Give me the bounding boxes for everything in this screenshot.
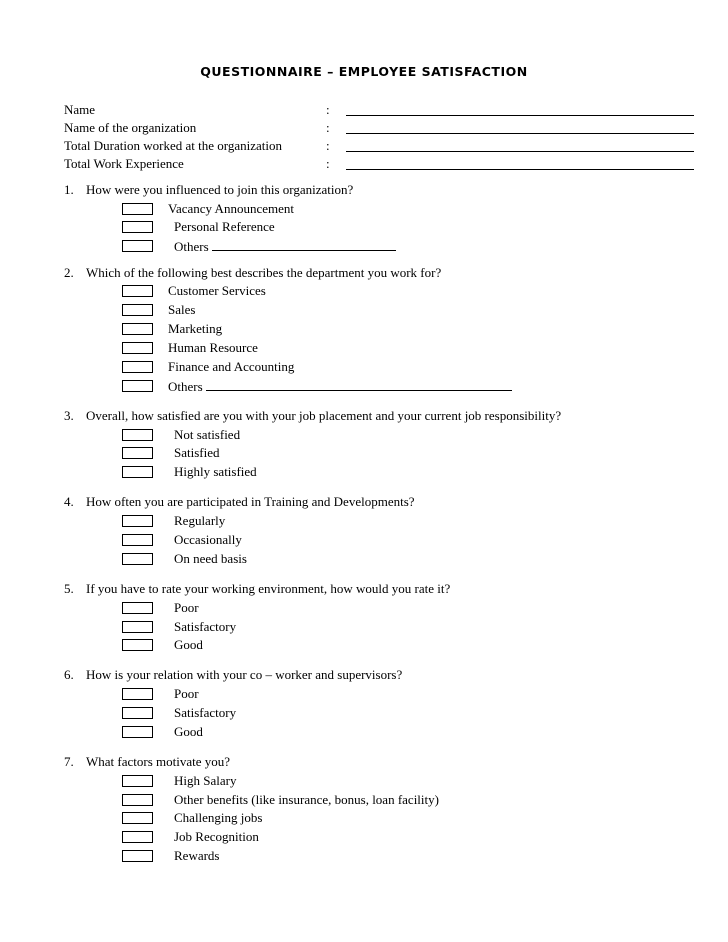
- q6-option-good[interactable]: [122, 726, 622, 740]
- option-label: Human Resource: [168, 340, 258, 355]
- question-text: Overall, how satisfied are you with your job placement and your current job responsibility?: [86, 408, 562, 423]
- checkbox[interactable]: [122, 466, 153, 478]
- q7-option-job-recognition[interactable]: [122, 831, 622, 845]
- question-number: 3.: [64, 408, 74, 423]
- q7-option-other-benefits[interactable]: [122, 794, 622, 808]
- option-label: Highly satisfied: [174, 464, 257, 479]
- q2-option-finance[interactable]: [122, 361, 622, 375]
- option-label: Not satisfied: [174, 427, 241, 442]
- q5-option-satisfactory[interactable]: [122, 621, 622, 635]
- checkbox[interactable]: [122, 553, 153, 565]
- q2-option-customer-services[interactable]: [122, 285, 622, 299]
- field-label: Total Work Experience: [64, 156, 184, 171]
- checkbox[interactable]: [122, 380, 153, 392]
- option-label: Others: [174, 239, 209, 254]
- checkbox[interactable]: [122, 203, 153, 215]
- experience-input-line[interactable]: [346, 169, 694, 170]
- option-label: Other benefits (like insurance, bonus, loan facility): [174, 792, 439, 807]
- question-text: How often you are participated in Training and Developments?: [86, 494, 415, 509]
- checkbox[interactable]: [122, 221, 153, 233]
- field-label: Name of the organization: [64, 120, 197, 135]
- checkbox[interactable]: [122, 447, 153, 459]
- checkbox[interactable]: [122, 621, 153, 633]
- name-field[interactable]: [64, 103, 694, 120]
- checkbox[interactable]: [122, 361, 153, 373]
- field-colon: :: [326, 102, 330, 117]
- option-label: Satisfactory: [174, 705, 237, 720]
- option-label: Challenging jobs: [174, 810, 263, 825]
- question-number: 6.: [64, 667, 74, 682]
- question-5: [64, 582, 450, 595]
- question-number: 7.: [64, 754, 74, 769]
- q2-option-marketing[interactable]: [122, 323, 622, 337]
- q5-option-poor[interactable]: [122, 602, 622, 616]
- q5-option-good[interactable]: [122, 639, 622, 653]
- option-label: Vacancy Announcement: [168, 201, 294, 216]
- question-1: [64, 183, 353, 196]
- q4-option-occasionally[interactable]: [122, 534, 622, 548]
- option-label: Marketing: [168, 321, 223, 336]
- option-label: Sales: [168, 302, 196, 317]
- field-colon: :: [326, 120, 330, 135]
- duration-field[interactable]: [64, 139, 694, 156]
- others-input-line[interactable]: [212, 239, 396, 251]
- q4-option-on-need-basis[interactable]: [122, 553, 622, 567]
- checkbox[interactable]: [122, 775, 153, 787]
- option-label: Good: [174, 637, 203, 652]
- experience-field[interactable]: [64, 157, 694, 174]
- checkbox[interactable]: [122, 639, 153, 651]
- option-label: High Salary: [174, 773, 237, 788]
- option-label: Poor: [174, 686, 199, 701]
- option-label: Occasionally: [174, 532, 242, 547]
- field-colon: :: [326, 138, 330, 153]
- checkbox[interactable]: [122, 688, 153, 700]
- question-6: [64, 668, 402, 681]
- q7-option-rewards[interactable]: [122, 850, 622, 864]
- checkbox[interactable]: [122, 831, 153, 843]
- duration-input-line[interactable]: [346, 151, 694, 152]
- q2-option-others[interactable]: [122, 380, 622, 394]
- option-label: On need basis: [174, 551, 247, 566]
- option-label: Job Recognition: [174, 829, 259, 844]
- q6-option-poor[interactable]: [122, 688, 622, 702]
- question-text: If you have to rate your working environment, how would you rate it?: [86, 581, 451, 596]
- question-text: What factors motivate you?: [86, 754, 231, 769]
- checkbox[interactable]: [122, 304, 153, 316]
- others-input-line[interactable]: [206, 379, 512, 391]
- option-label: Regularly: [174, 513, 226, 528]
- q7-option-challenging-jobs[interactable]: [122, 812, 622, 826]
- question-number: 5.: [64, 581, 74, 596]
- question-2: [64, 266, 441, 279]
- option-label: Personal Reference: [174, 219, 275, 234]
- option-label-wrap: [174, 239, 396, 253]
- question-text: Which of the following best describes the department you work for?: [86, 265, 442, 280]
- field-colon: :: [326, 156, 330, 171]
- q7-option-high-salary[interactable]: [122, 775, 622, 789]
- q2-option-human-resource[interactable]: [122, 342, 622, 356]
- question-4: [64, 495, 415, 508]
- checkbox[interactable]: [122, 285, 153, 297]
- organization-input-line[interactable]: [346, 133, 694, 134]
- question-number: 2.: [64, 265, 74, 280]
- q4-option-regularly[interactable]: [122, 515, 622, 529]
- option-label: Finance and Accounting: [168, 359, 295, 374]
- q1-option-vacancy[interactable]: [122, 203, 622, 217]
- name-input-line[interactable]: [346, 115, 694, 116]
- checkbox[interactable]: [122, 240, 153, 252]
- checkbox[interactable]: [122, 429, 153, 441]
- option-label-wrap: [168, 379, 512, 393]
- q1-option-reference[interactable]: [122, 221, 622, 235]
- checkbox[interactable]: [122, 323, 153, 335]
- option-label: Others: [168, 379, 203, 394]
- question-3: [64, 409, 561, 422]
- checkbox[interactable]: [122, 850, 153, 862]
- checkbox[interactable]: [122, 794, 153, 806]
- question-number: 1.: [64, 182, 74, 197]
- option-label: Customer Services: [168, 283, 266, 298]
- checkbox[interactable]: [122, 534, 153, 546]
- checkbox[interactable]: [122, 726, 153, 738]
- q2-option-sales[interactable]: [122, 304, 622, 318]
- checkbox[interactable]: [122, 812, 153, 824]
- checkbox[interactable]: [122, 602, 153, 614]
- field-label: Total Duration worked at the organization: [64, 138, 282, 153]
- q1-option-others[interactable]: [122, 240, 622, 254]
- checkbox[interactable]: [122, 342, 153, 354]
- page-title: QUESTIONNAIRE – EMPLOYEE SATISFACTION: [200, 64, 528, 79]
- question-number: 4.: [64, 494, 74, 509]
- q3-option-satisfied[interactable]: [122, 447, 622, 461]
- organization-field[interactable]: [64, 121, 694, 138]
- question-7: [64, 755, 230, 768]
- option-label: Good: [174, 724, 203, 739]
- option-label: Satisfactory: [174, 619, 237, 634]
- checkbox[interactable]: [122, 707, 153, 719]
- checkbox[interactable]: [122, 515, 153, 527]
- option-label: Rewards: [174, 848, 220, 863]
- q6-option-satisfactory[interactable]: [122, 707, 622, 721]
- question-text: How were you influenced to join this organization?: [86, 182, 354, 197]
- q3-option-not-satisfied[interactable]: [122, 429, 622, 443]
- question-text: How is your relation with your co – worker and supervisors?: [86, 667, 403, 682]
- field-label: Name: [64, 102, 96, 117]
- q3-option-highly-satisfied[interactable]: [122, 466, 622, 480]
- option-label: Satisfied: [174, 445, 220, 460]
- option-label: Poor: [174, 600, 199, 615]
